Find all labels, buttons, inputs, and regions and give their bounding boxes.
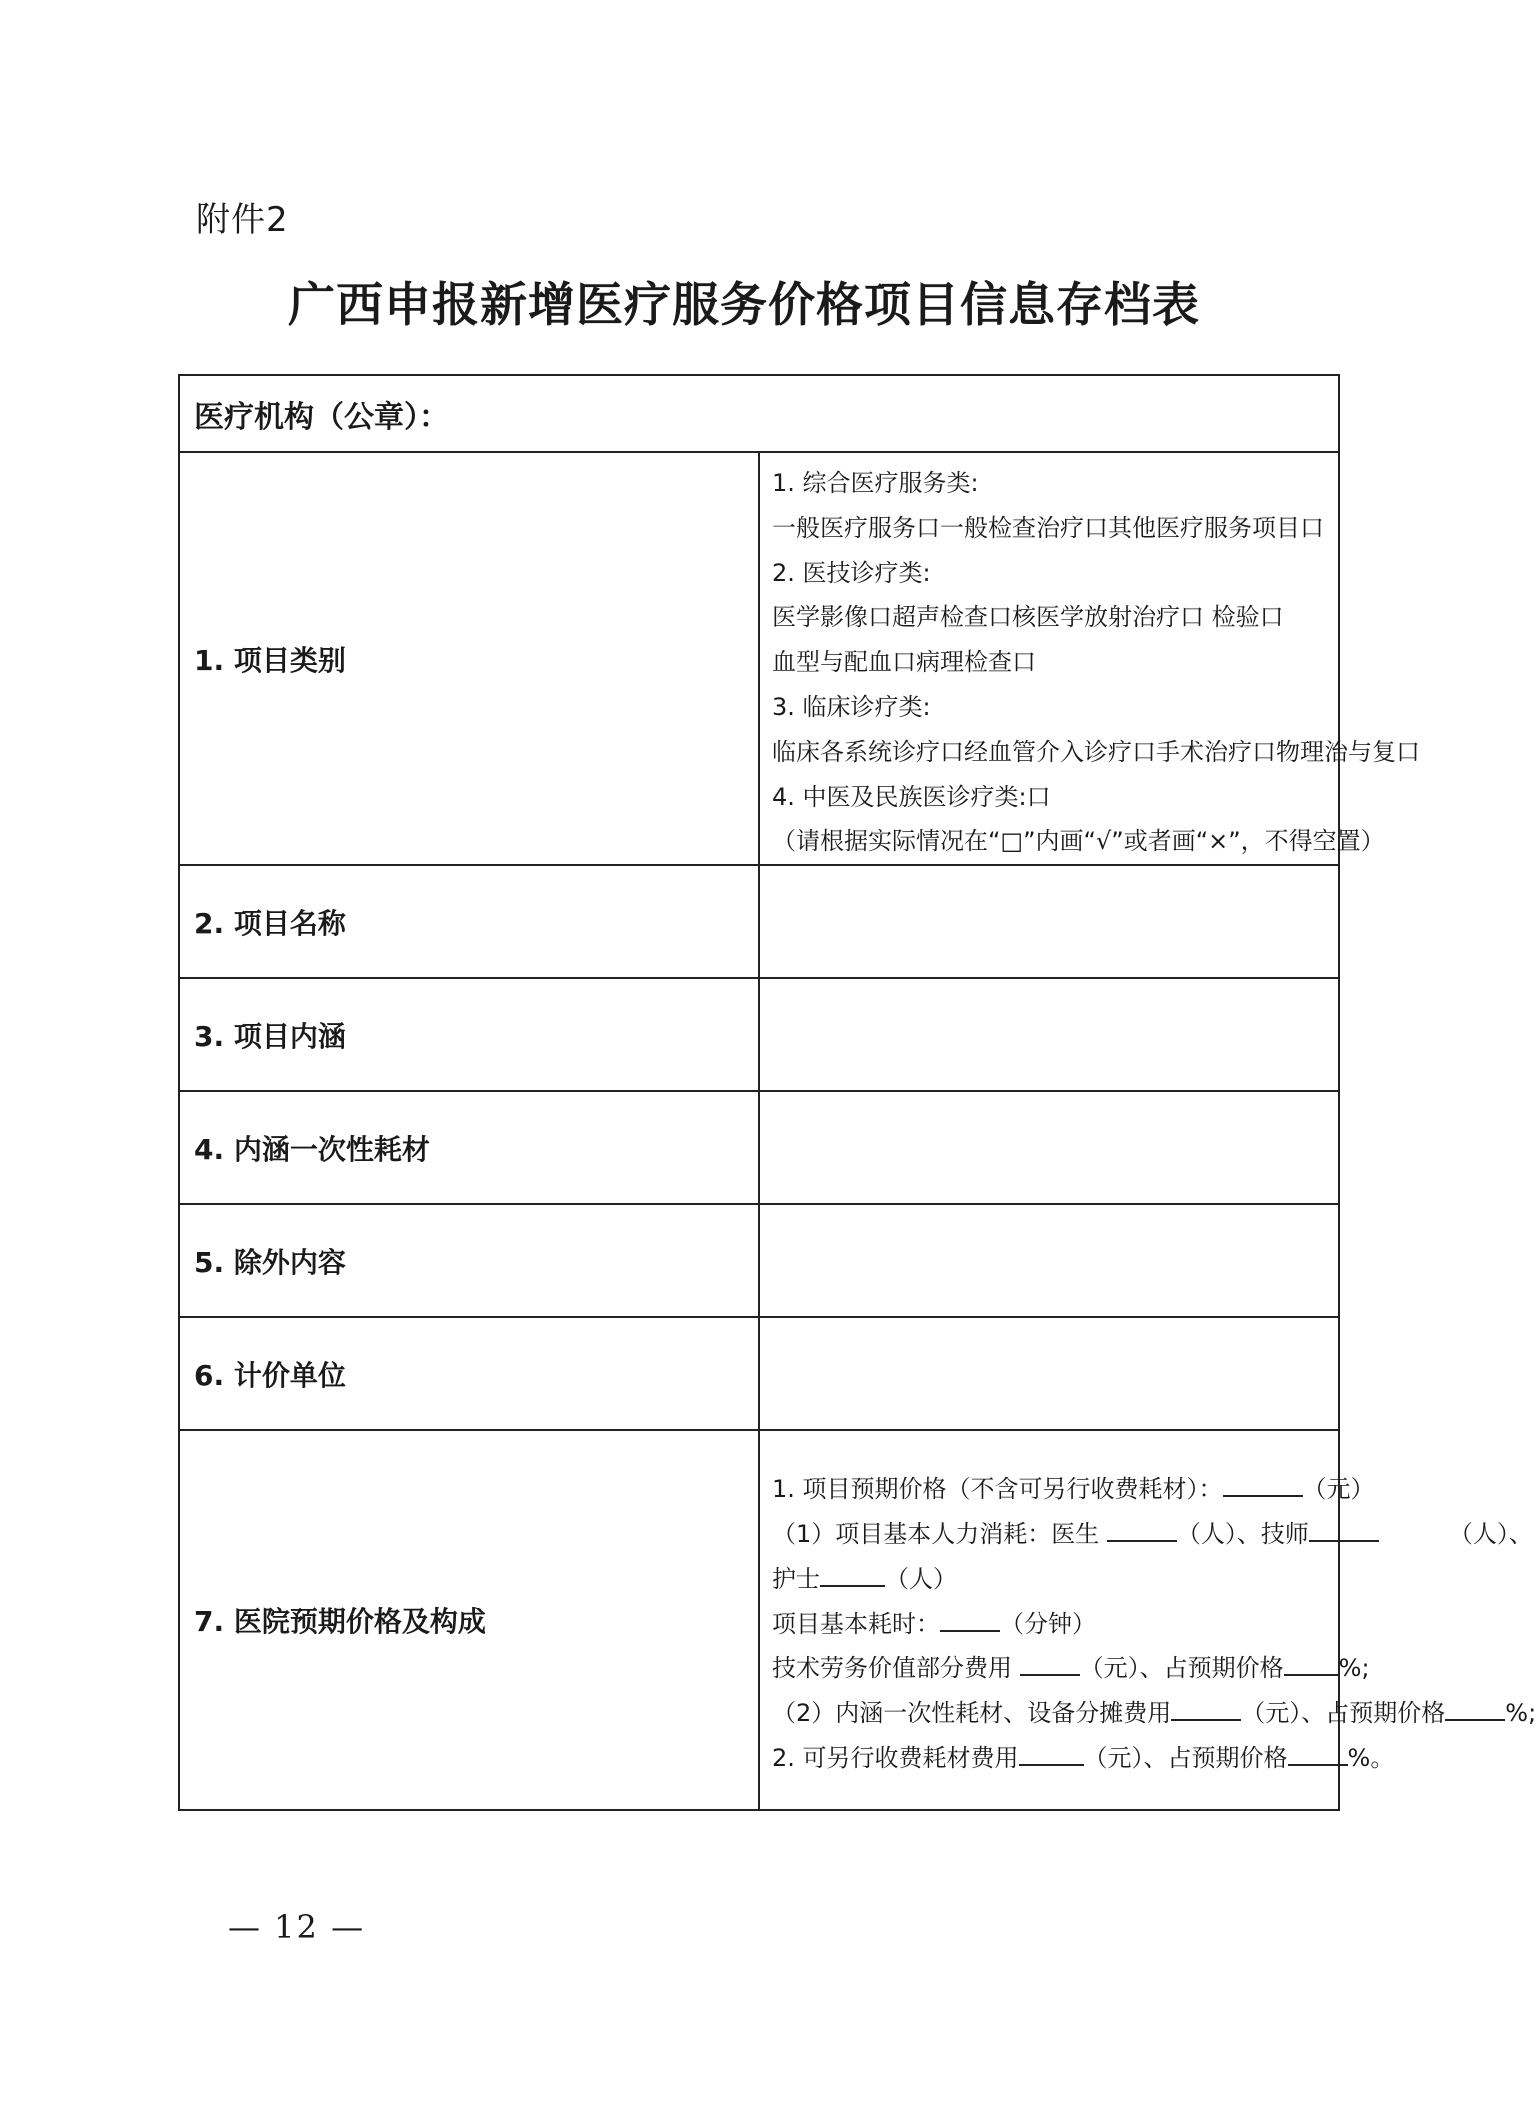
extra-material-cost-blank[interactable] <box>1019 1742 1084 1766</box>
category-line: 1. 综合医疗服务类: <box>772 469 979 497</box>
row-disposable-materials <box>179 1091 1339 1204</box>
price-line: （2）内涵一次性耗材、设备分摊费用 （元）、占预期价格 %; <box>772 1699 1536 1728</box>
category-line: 4. 中医及民族医诊疗类:口 <box>772 782 1051 811</box>
label-pricing-unit: 6. 计价单位 <box>179 1317 759 1430</box>
equipment-cost-blank[interactable] <box>1171 1697 1241 1721</box>
row-excluded-content <box>179 1204 1339 1317</box>
row-project-category <box>179 452 1339 865</box>
time-minutes-blank[interactable] <box>940 1608 1000 1632</box>
category-line: 血型与配血口病理检查口 <box>772 648 1036 677</box>
row-expected-price <box>179 1430 1339 1810</box>
label-project-name: 2. 项目名称 <box>179 865 759 978</box>
category-line: 临床各系统诊疗口经血管介入诊疗口手术治疗口物理治与复口 <box>772 737 1420 766</box>
price-line: 1. 项目预期价格（不含可另行收费耗材）： （元） <box>772 1475 1375 1504</box>
category-line: 医学影像口超声检查口核医学放射治疗口 检验口 <box>772 603 1284 632</box>
row-project-name <box>179 865 1339 978</box>
price-line: 项目基本耗时： （分钟） <box>772 1609 1096 1638</box>
label-disposable-materials: 4. 内涵一次性耗材 <box>179 1091 759 1204</box>
price-line: 护士 （人） <box>772 1564 957 1593</box>
price-line: （1）项目基本人力消耗：医生 （人）、技师 （人）、 <box>772 1519 1533 1548</box>
org-row <box>179 375 1339 452</box>
category-instruction: （请根据实际情况在“□”内画“√”或者画“×”，不得空置） <box>772 827 1385 856</box>
label-project-category: 1. 项目类别 <box>179 452 759 865</box>
project-connotation-field[interactable] <box>759 978 1339 1091</box>
row-project-connotation <box>179 978 1339 1091</box>
row-pricing-unit <box>179 1317 1339 1430</box>
page-title: 广西申报新增医疗服务价格项目信息存档表 <box>288 278 1200 333</box>
price-line: 技术劳务价值部分费用 （元）、占预期价格 %; <box>772 1654 1370 1683</box>
equipment-percent-blank[interactable] <box>1445 1697 1505 1721</box>
expected-price-blank[interactable] <box>1223 1473 1303 1497</box>
extra-material-percent-blank[interactable] <box>1288 1742 1348 1766</box>
project-name-field[interactable] <box>759 865 1339 978</box>
pricing-unit-field[interactable] <box>759 1317 1339 1430</box>
archive-form-table <box>178 374 1536 1811</box>
label-project-connotation: 3. 项目内涵 <box>179 978 759 1091</box>
price-line: 2. 可另行收费耗材费用 （元）、占预期价格 %。 <box>772 1743 1395 1772</box>
labor-cost-blank[interactable] <box>1020 1652 1080 1676</box>
nurse-count-blank[interactable] <box>820 1563 885 1587</box>
page-number: — 12 — <box>228 1908 366 1946</box>
category-line: 一般医疗服务口一般检查治疗口其他医疗服务项目口 <box>772 513 1324 542</box>
excluded-content-field[interactable] <box>759 1204 1339 1317</box>
category-line: 3. 临床诊疗类: <box>772 692 931 721</box>
value-expected-price <box>759 1430 1536 1810</box>
labor-percent-blank[interactable] <box>1284 1652 1339 1676</box>
value-project-category <box>759 452 1420 865</box>
label-expected-price: 7. 医院预期价格及构成 <box>179 1430 759 1810</box>
disposable-materials-field[interactable] <box>759 1091 1339 1204</box>
category-line: 2. 医技诊疗类: <box>772 558 931 587</box>
technician-count-blank[interactable] <box>1309 1518 1379 1542</box>
doctor-count-blank[interactable] <box>1107 1518 1177 1542</box>
attachment-label: 附件2 <box>196 200 289 240</box>
org-stamp-label: 医疗机构（公章）： <box>179 375 1339 452</box>
label-excluded-content: 5. 除外内容 <box>179 1204 759 1317</box>
